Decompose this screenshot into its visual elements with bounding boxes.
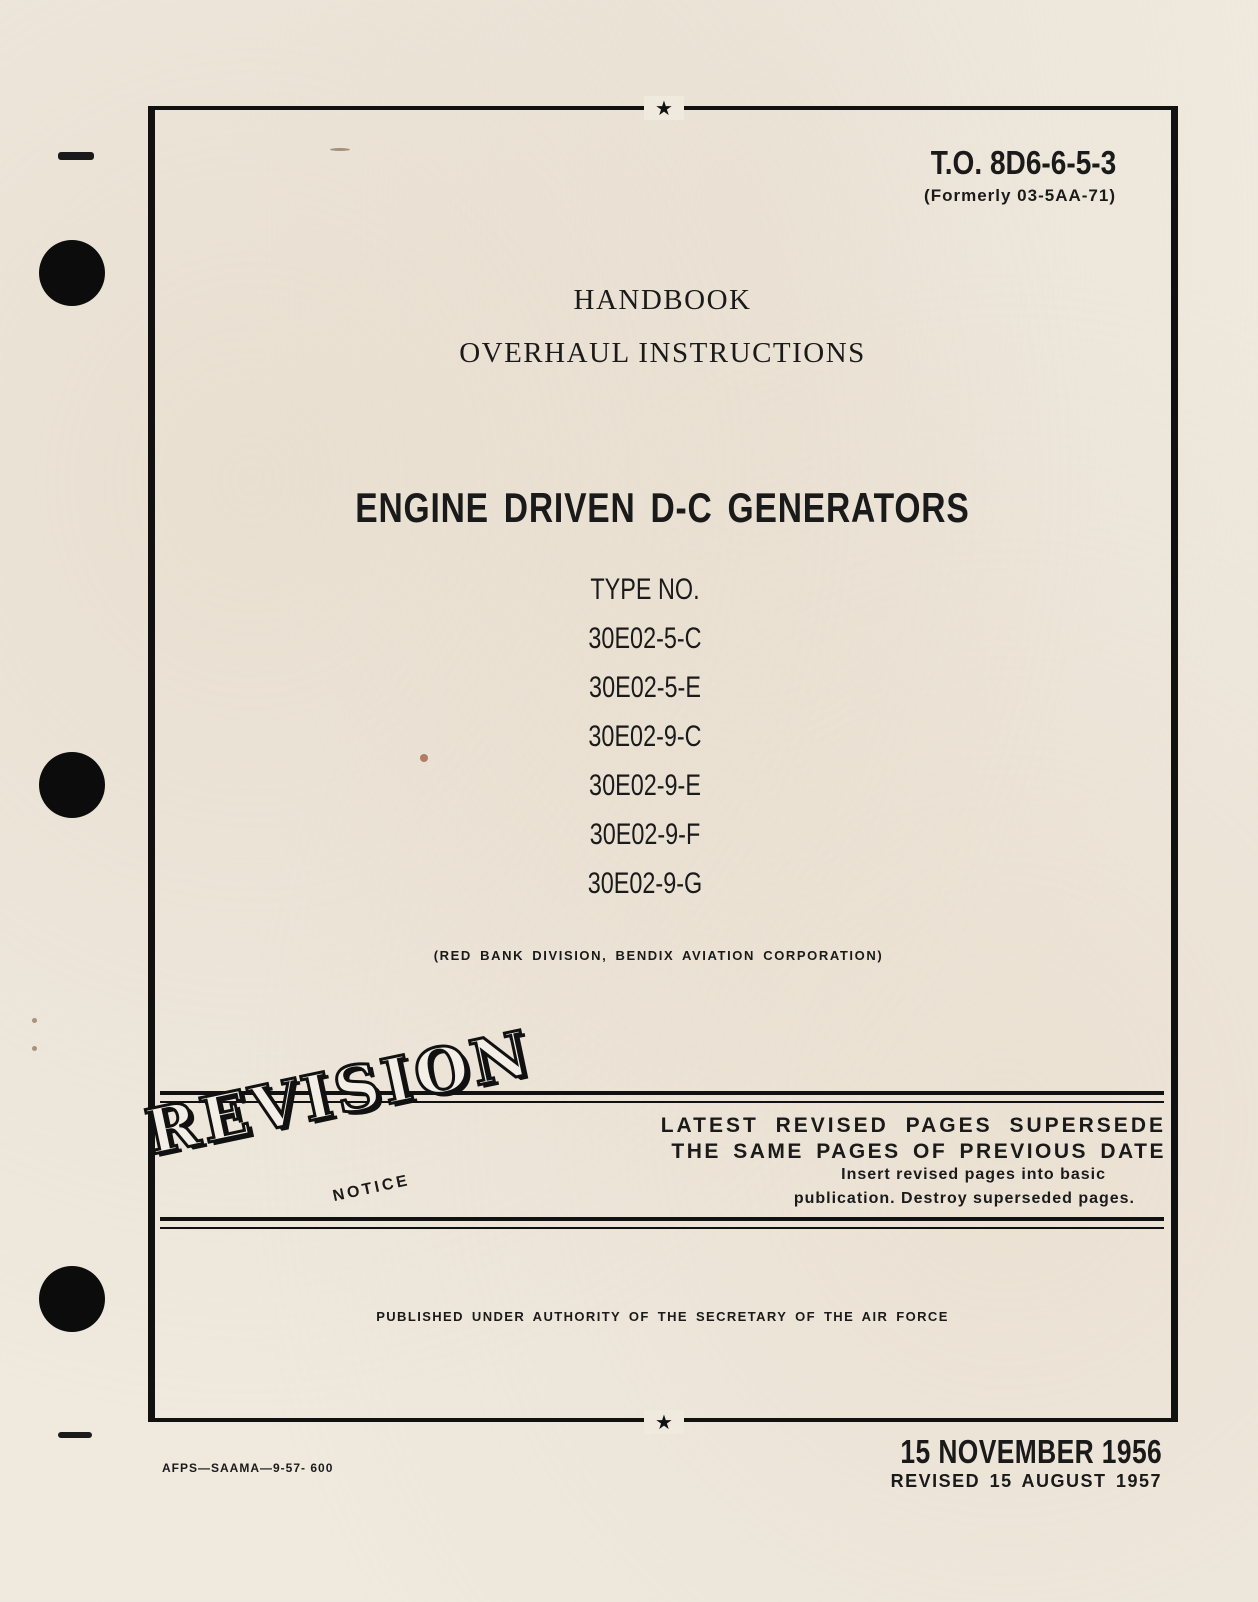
revision-date: REVISED 15 AUGUST 1957 [890,1471,1162,1491]
print-code: AFPS—SAAMA—9-57- 600 [162,1461,334,1475]
margin-mark-bottom [58,1432,92,1438]
former-number: (Formerly 03-5AA-71) [924,186,1116,205]
type-item: 30E02-9-G [587,867,703,900]
technical-order-number: T.O. 8D6-6-5-3 [930,144,1116,181]
notice-stamp: NOTICE [331,1172,412,1206]
type-item: 30E02-9-C [588,720,702,753]
type-heading: TYPE NO. [590,573,700,606]
revision-message-line-1: LATEST REVISED PAGES SUPERSEDE [660,1114,1166,1137]
stain-speck [32,1018,37,1023]
publication-authority: PUBLISHED UNDER AUTHORITY OF THE SECRETARY OF THE AIR FORCE [376,1309,949,1324]
title-overhaul-instructions: OVERHAUL INSTRUCTIONS [459,337,866,369]
revision-message-line-2: THE SAME PAGES OF PREVIOUS DATE [671,1140,1166,1163]
manufacturer-line: (RED BANK DIVISION, BENDIX AVIATION CORPORATION) [433,948,884,963]
publication-date: 15 NOVEMBER 1956 [900,1433,1162,1470]
revision-band-bottom-rule [160,1217,1164,1229]
revision-stamp: REVISION [139,1016,539,1169]
type-number-list [142,574,1148,917]
main-title: ENGINE DRIVEN D-C GENERATORS [355,484,970,531]
revision-message-line-4: publication. Destroy superseded pages. [793,1190,1135,1207]
margin-mark-top [58,152,94,160]
stain-speck [32,1046,37,1051]
type-item: 30E02-5-E [589,671,701,704]
type-item: 30E02-9-E [589,769,701,802]
revision-message-line-3: Insert revised pages into basic [841,1166,1106,1183]
type-item: 30E02-9-F [589,818,701,851]
star-ornament-bottom: ★ [644,1410,684,1434]
star-ornament-top: ★ [644,96,684,120]
title-handbook: HANDBOOK [573,284,752,316]
binder-hole-middle [39,752,105,818]
type-item: 30E02-5-C [588,622,702,655]
